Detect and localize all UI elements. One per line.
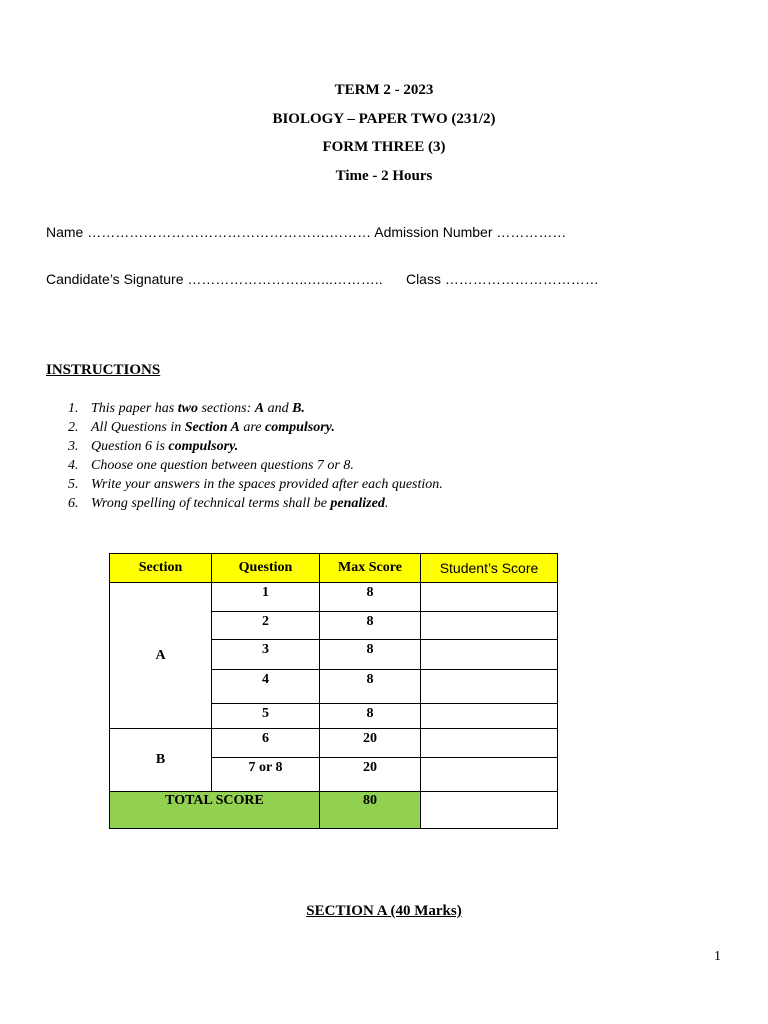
table-header-row [110, 554, 558, 583]
instructions-heading: INSTRUCTIONS [46, 362, 161, 378]
instruction-text: . [384, 496, 389, 511]
form-title: FORM THREE (3) [322, 139, 446, 155]
instruction-text: Wrong spelling of technical terms shall be [91, 496, 331, 511]
student-score-cell[interactable] [421, 758, 558, 792]
name-admission-field[interactable]: Name …………………………………………….……… Admission Number …………… [46, 224, 567, 240]
instruction-text: sections: [197, 401, 255, 416]
total-row [110, 792, 558, 829]
instruction-item [68, 494, 443, 513]
question-cell: 5 [212, 704, 320, 729]
header-max-score: Max Score [320, 554, 421, 583]
instruction-text: Question 6 is [91, 439, 169, 454]
instruction-number: 4. [68, 458, 79, 473]
max-score-cell: 20 [320, 758, 421, 792]
term-title: TERM 2 - 2023 [334, 82, 434, 98]
instruction-number: 6. [68, 496, 79, 511]
instruction-emphasis: Section A [184, 420, 240, 435]
total-score-label: TOTAL SCORE [110, 792, 320, 829]
section-a-heading: SECTION A (40 Marks) [306, 903, 462, 919]
instruction-emphasis: compulsory. [265, 420, 335, 435]
instruction-emphasis: penalized [330, 496, 385, 511]
header-student-score: Student’s Score [421, 554, 558, 583]
instruction-text: Choose one question between questions 7 or 8. [91, 458, 354, 473]
signature-class-field[interactable]: Candidate’s Signature ……………………..…...……….. Class …………………………… [46, 271, 599, 287]
instruction-text: Write your answers in the spaces provided after each question. [91, 477, 443, 492]
instruction-text: and [264, 401, 293, 416]
time-title: Time - 2 Hours [335, 168, 433, 184]
question-cell: 7 or 8 [212, 758, 320, 792]
student-score-cell[interactable] [421, 640, 558, 670]
max-score-cell: 20 [320, 729, 421, 758]
instruction-item [68, 418, 443, 437]
max-score-cell: 8 [320, 704, 421, 729]
instruction-item [68, 437, 443, 456]
instruction-item [68, 456, 443, 475]
student-score-cell[interactable] [421, 612, 558, 640]
max-score-cell: 8 [320, 612, 421, 640]
student-score-cell[interactable] [421, 704, 558, 729]
instruction-emphasis: A [254, 401, 265, 416]
score-table [109, 553, 558, 829]
header-section: Section [110, 554, 212, 583]
header-question: Question [212, 554, 320, 583]
question-cell: 3 [212, 640, 320, 670]
instruction-number: 1. [68, 401, 79, 416]
table-row [110, 729, 558, 758]
question-cell: 1 [212, 583, 320, 612]
page-number: 1 [714, 949, 721, 964]
student-score-cell[interactable] [421, 583, 558, 612]
instruction-item [68, 475, 443, 494]
instruction-text: All Questions in [91, 420, 185, 435]
subject-title: BIOLOGY – PAPER TWO (231/2) [272, 111, 496, 127]
instruction-item [68, 399, 443, 418]
instruction-text: This paper has [91, 401, 178, 416]
max-score-cell: 8 [320, 670, 421, 704]
section-a-cell: A [110, 583, 212, 729]
instruction-number: 3. [68, 439, 79, 454]
instruction-number: 2. [68, 420, 79, 435]
student-score-cell[interactable] [421, 729, 558, 758]
student-total-cell[interactable] [421, 792, 558, 829]
instruction-emphasis: two [177, 401, 198, 416]
instructions-list [46, 399, 443, 513]
max-score-cell: 8 [320, 640, 421, 670]
max-score-cell: 8 [320, 583, 421, 612]
instruction-emphasis: compulsory. [168, 439, 239, 454]
question-cell: 6 [212, 729, 320, 758]
section-b-cell: B [110, 729, 212, 792]
question-cell: 2 [212, 612, 320, 640]
table-row [110, 583, 558, 612]
question-cell: 4 [212, 670, 320, 704]
total-score-value: 80 [320, 792, 421, 829]
student-score-cell[interactable] [421, 670, 558, 704]
instruction-emphasis: B. [292, 401, 305, 416]
instruction-number: 5. [68, 477, 79, 492]
instruction-text: are [239, 420, 265, 435]
